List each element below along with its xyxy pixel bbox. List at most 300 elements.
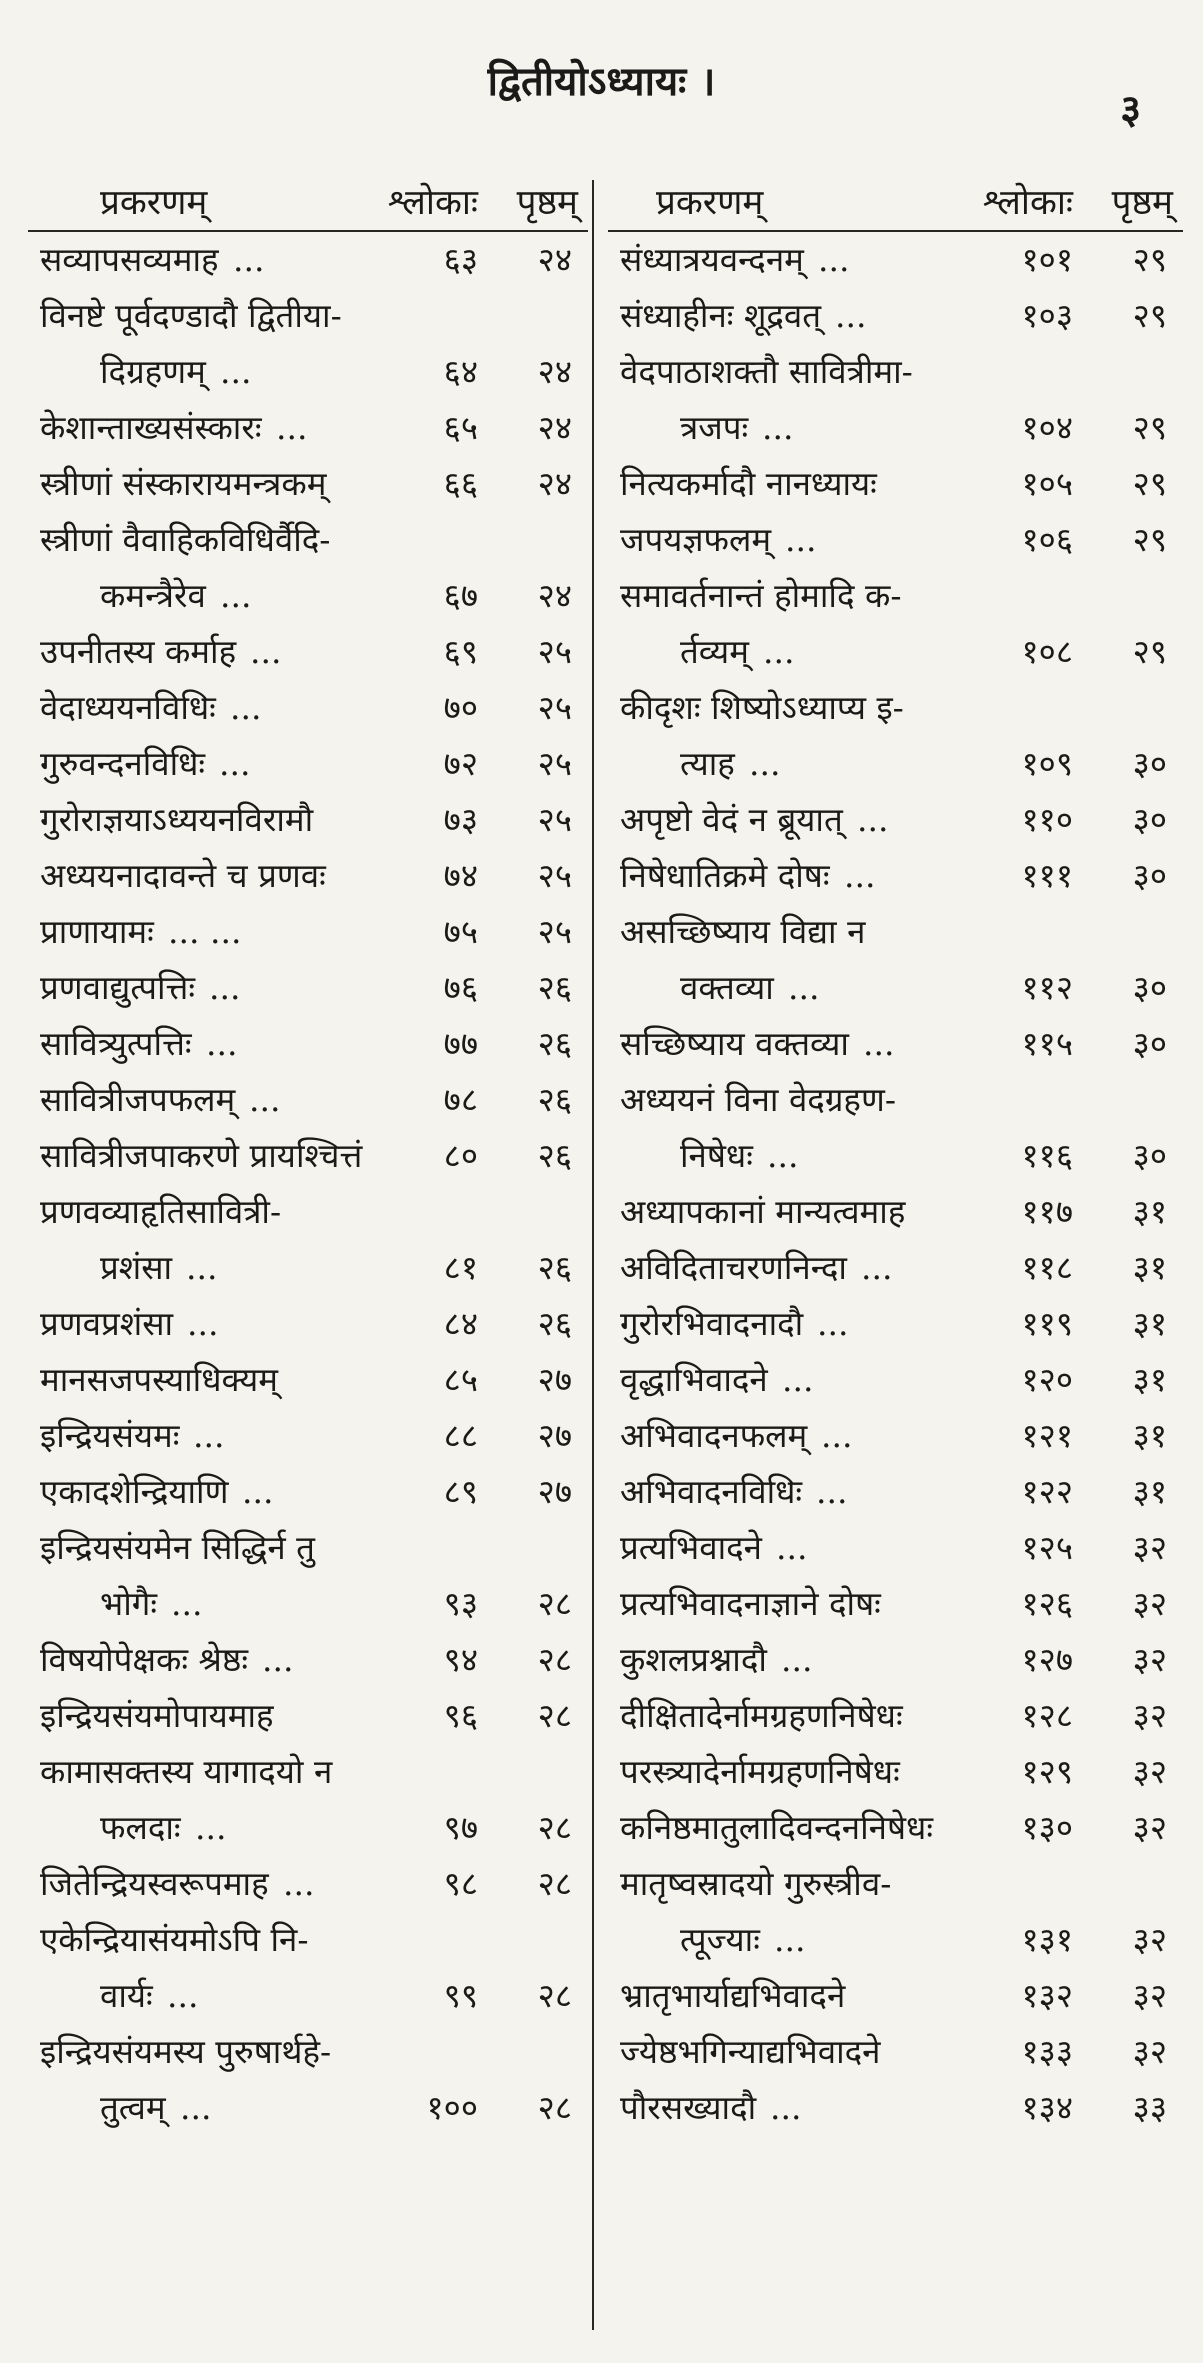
entry-shloka-number: ७५ bbox=[443, 912, 478, 951]
index-entry bbox=[28, 232, 588, 288]
column-header bbox=[28, 168, 588, 232]
entry-title: अध्ययनं विना वेदग्रहण- bbox=[620, 1080, 896, 1119]
entry-page-number: २६ bbox=[537, 1024, 572, 1063]
index-entry bbox=[608, 1856, 1183, 1912]
entry-leader-dots: ... bbox=[167, 1976, 199, 2015]
entry-page-number: २९ bbox=[1132, 408, 1167, 447]
entry-title: नित्यकर्मादौ नानध्यायः bbox=[620, 464, 877, 503]
entry-title: निषेधः bbox=[680, 1136, 753, 1175]
entry-leader-dots: ... bbox=[781, 1640, 813, 1679]
index-entry bbox=[28, 736, 588, 792]
entry-shloka-number: ७३ bbox=[443, 800, 478, 839]
entry-leader-dots: ... bbox=[220, 576, 252, 615]
entry-shloka-number: १०३ bbox=[1021, 296, 1073, 335]
index-entry bbox=[28, 1632, 588, 1688]
entry-title: एकादशेन्द्रियाणि bbox=[40, 1472, 229, 1511]
entry-page-number: २४ bbox=[537, 464, 572, 503]
entry-leader-dots: ... bbox=[817, 1304, 849, 1343]
index-entry bbox=[28, 1016, 588, 1072]
index-entry bbox=[28, 1576, 588, 1632]
entry-leader-dots: ... bbox=[782, 1360, 814, 1399]
entry-title: गुरुवन्दनविधिः bbox=[40, 744, 206, 783]
entry-shloka-number: ९३ bbox=[443, 1584, 478, 1623]
entry-shloka-number: १२५ bbox=[1021, 1528, 1073, 1567]
index-entry bbox=[28, 2080, 588, 2136]
entry-leader-dots: ... bbox=[788, 968, 820, 1007]
entry-shloka-number: १०६ bbox=[1021, 520, 1073, 559]
entry-shloka-number: ६३ bbox=[443, 240, 478, 279]
entry-page-number: ३२ bbox=[1132, 2032, 1167, 2071]
entry-title: समावर्तनान्तं होमादि क- bbox=[620, 576, 902, 615]
entry-page-number: २६ bbox=[537, 1304, 572, 1343]
entry-leader-dots: ... bbox=[262, 1640, 294, 1679]
index-entry bbox=[608, 1688, 1183, 1744]
entry-page-number: २४ bbox=[537, 352, 572, 391]
entry-leader-dots: ... bbox=[242, 1472, 274, 1511]
entry-page-number: ३१ bbox=[1132, 1360, 1167, 1399]
index-entry bbox=[608, 456, 1183, 512]
entry-title: फलदाः bbox=[100, 1808, 181, 1847]
entry-shloka-number: १३४ bbox=[1021, 2088, 1073, 2127]
entry-title: जितेन्द्रियस्वरूपमाह bbox=[40, 1864, 269, 1903]
entry-page-number: ३२ bbox=[1132, 1640, 1167, 1679]
entry-title: इन्द्रियसंयमः bbox=[40, 1416, 180, 1455]
entry-shloka-number: ९८ bbox=[443, 1864, 478, 1903]
index-entry bbox=[608, 1296, 1183, 1352]
entry-page-number: ३१ bbox=[1132, 1248, 1167, 1287]
header-prakaran: प्रकरणम् bbox=[100, 183, 208, 223]
entry-title: वक्तव्या bbox=[680, 968, 774, 1007]
index-entry bbox=[608, 1240, 1183, 1296]
entry-shloka-number: १०५ bbox=[1021, 464, 1073, 503]
entry-page-number: २९ bbox=[1132, 240, 1167, 279]
entry-shloka-number: १३३ bbox=[1021, 2032, 1073, 2071]
entry-page-number: ३० bbox=[1132, 968, 1167, 1007]
entry-title: कामासक्तस्य यागादयो न bbox=[40, 1752, 333, 1791]
index-entry bbox=[608, 288, 1183, 344]
entry-page-number: ३० bbox=[1132, 800, 1167, 839]
entry-title: प्रणवाद्युत्पत्तिः bbox=[40, 968, 196, 1007]
entry-title: ज्येष्ठभगिन्याद्यभिवादने bbox=[620, 2032, 881, 2071]
index-entry bbox=[608, 1968, 1183, 2024]
index-entry bbox=[28, 1408, 588, 1464]
entry-shloka-number: ९६ bbox=[443, 1696, 478, 1735]
entry-leader-dots: ... bbox=[219, 744, 251, 783]
entry-leader-dots: ... bbox=[821, 1416, 853, 1455]
entry-shloka-number: १०८ bbox=[1021, 632, 1073, 671]
entry-page-number: ३२ bbox=[1132, 1528, 1167, 1567]
index-entry bbox=[608, 848, 1183, 904]
entry-leader-dots: ... bbox=[233, 240, 265, 279]
entry-leader-dots: ... bbox=[763, 632, 795, 671]
index-entry bbox=[28, 680, 588, 736]
entry-leader-dots: ... bbox=[767, 1136, 799, 1175]
index-entry bbox=[608, 344, 1183, 400]
column-header bbox=[608, 168, 1183, 232]
entry-page-number: २८ bbox=[537, 1584, 572, 1623]
entry-title: असच्छिष्याय विद्या न bbox=[620, 912, 866, 951]
entry-page-number: ३२ bbox=[1132, 1808, 1167, 1847]
index-entry bbox=[28, 1184, 588, 1240]
entry-page-number: २९ bbox=[1132, 632, 1167, 671]
entry-title: प्राणायामः bbox=[40, 912, 154, 951]
entry-title: प्रत्यभिवादने bbox=[620, 1528, 762, 1567]
header-prakaran: प्रकरणम् bbox=[656, 183, 764, 223]
index-entry bbox=[608, 568, 1183, 624]
entry-shloka-number: १२० bbox=[1021, 1360, 1073, 1399]
entry-page-number: ३१ bbox=[1132, 1304, 1167, 1343]
entry-title: विषयोपेक्षकः श्रेष्ठः bbox=[40, 1640, 249, 1679]
page-title: द्वितीयोऽध्यायः । bbox=[487, 58, 716, 105]
index-column-right bbox=[608, 168, 1183, 2136]
entry-title: भोगैः bbox=[100, 1584, 157, 1623]
index-entry bbox=[608, 1744, 1183, 1800]
entry-shloka-number: १२८ bbox=[1021, 1696, 1073, 1735]
entry-leader-dots: ... bbox=[220, 352, 252, 391]
index-entry bbox=[608, 1128, 1183, 1184]
entry-page-number: २७ bbox=[537, 1472, 572, 1511]
entry-shloka-number: ७४ bbox=[443, 856, 478, 895]
entry-shloka-number: १०१ bbox=[1021, 240, 1073, 279]
entry-title: परस्त्र्यादेर्नामग्रहणनिषेधः bbox=[620, 1752, 900, 1791]
entry-page-number: ३१ bbox=[1132, 1472, 1167, 1511]
entry-title: उपनीतस्य कर्माह bbox=[40, 632, 237, 671]
entry-shloka-number: ९७ bbox=[443, 1808, 478, 1847]
entry-shloka-number: ६५ bbox=[443, 408, 478, 447]
entry-shloka-number: ९९ bbox=[443, 1976, 478, 2015]
entry-page-number: २९ bbox=[1132, 520, 1167, 559]
entry-leader-dots: ... bbox=[250, 632, 282, 671]
entry-title: र्तव्यम् bbox=[680, 632, 749, 671]
entry-title: वार्यः bbox=[100, 1976, 153, 2015]
entry-title: सव्यापसव्यमाह bbox=[40, 240, 219, 279]
entry-title: अध्ययनादावन्ते च प्रणवः bbox=[40, 856, 326, 895]
entry-page-number: ३२ bbox=[1132, 1752, 1167, 1791]
index-entry bbox=[608, 1352, 1183, 1408]
entry-leader-dots: ... bbox=[785, 520, 817, 559]
index-entry bbox=[608, 400, 1183, 456]
entry-title: कीदृशः शिष्योऽध्याप्य इ- bbox=[620, 688, 904, 727]
entry-shloka-number: ८४ bbox=[443, 1304, 478, 1343]
entry-shloka-number: १२९ bbox=[1021, 1752, 1073, 1791]
index-entry bbox=[28, 1352, 588, 1408]
entry-title: जपयज्ञफलम् bbox=[620, 520, 772, 559]
entry-shloka-number: १२६ bbox=[1021, 1584, 1073, 1623]
entry-title: सावित्रीजपफलम् bbox=[40, 1080, 236, 1119]
entry-shloka-number: १२७ bbox=[1021, 1640, 1073, 1679]
entry-leader-dots: ... bbox=[857, 800, 889, 839]
entry-page-number: २६ bbox=[537, 968, 572, 1007]
entry-title: मानसजपस्याधिक्यम् bbox=[40, 1360, 279, 1399]
entry-shloka-number: ६६ bbox=[443, 464, 478, 503]
entry-title: त्पूज्याः bbox=[680, 1920, 760, 1959]
entry-page-number: २५ bbox=[537, 856, 572, 895]
entry-title: वेदपाठाशक्तौ सावित्रीमा- bbox=[620, 352, 913, 391]
entry-title: केशान्ताख्यसंस्कारः bbox=[40, 408, 262, 447]
header-shloka: श्लोकाः bbox=[982, 183, 1073, 223]
entry-title: अभिवादनफलम् bbox=[620, 1416, 808, 1455]
entry-shloka-number: ११५ bbox=[1021, 1024, 1073, 1063]
entry-shloka-number: १२२ bbox=[1021, 1472, 1073, 1511]
entry-leader-dots: ... bbox=[276, 408, 308, 447]
index-entry bbox=[28, 792, 588, 848]
entry-shloka-number: ११८ bbox=[1021, 1248, 1073, 1287]
index-entry bbox=[28, 904, 588, 960]
entry-title: सच्छिष्याय वक्तव्या bbox=[620, 1024, 849, 1063]
entry-leader-dots: ... bbox=[206, 1024, 238, 1063]
entry-title: भ्रातृभार्याद्यभिवादने bbox=[620, 1976, 846, 2015]
entry-title: इन्द्रियसंयमोपायमाह bbox=[40, 1696, 274, 1735]
entry-title: संध्याहीनः शूद्रवत् bbox=[620, 296, 822, 335]
index-entry bbox=[28, 1856, 588, 1912]
index-entry bbox=[608, 736, 1183, 792]
entry-title: विनष्टे पूर्वदण्डादौ द्वितीया- bbox=[40, 296, 342, 335]
entry-page-number: २५ bbox=[537, 632, 572, 671]
entry-shloka-number: ११७ bbox=[1021, 1192, 1073, 1231]
entry-page-number: ३१ bbox=[1132, 1416, 1167, 1455]
entry-title: इन्द्रियसंयमेन सिद्धिर्न तु bbox=[40, 1528, 315, 1567]
entry-title: गुरोराज्ञयाऽध्ययनविरामौ bbox=[40, 800, 314, 839]
entry-page-number: २८ bbox=[537, 2088, 572, 2127]
entry-leader-dots: ... bbox=[818, 240, 850, 279]
entry-leader-dots: ... bbox=[861, 1248, 893, 1287]
entry-page-number: २९ bbox=[1132, 296, 1167, 335]
entry-page-number: ३२ bbox=[1132, 1976, 1167, 2015]
index-entry bbox=[608, 232, 1183, 288]
entry-page-number: ३० bbox=[1132, 1136, 1167, 1175]
entry-title: अपृष्टो वेदं न ब्रूयात् bbox=[620, 800, 843, 839]
index-entry bbox=[28, 2024, 588, 2080]
header-prishtha: पृष्ठम् bbox=[516, 183, 578, 223]
index-entry bbox=[28, 1688, 588, 1744]
entry-shloka-number: ८५ bbox=[443, 1360, 478, 1399]
index-entry bbox=[608, 1408, 1183, 1464]
entry-page-number: २५ bbox=[537, 744, 572, 783]
entry-page-number: २६ bbox=[537, 1080, 572, 1119]
index-entry bbox=[608, 512, 1183, 568]
entry-title: दीक्षितादेर्नामग्रहणनिषेधः bbox=[620, 1696, 903, 1735]
index-entry bbox=[608, 1184, 1183, 1240]
entry-list-right bbox=[608, 232, 1183, 2136]
entry-page-number: २८ bbox=[537, 1976, 572, 2015]
entry-title: त्रजपः bbox=[680, 408, 749, 447]
entry-shloka-number: १३१ bbox=[1021, 1920, 1073, 1959]
entry-page-number: २६ bbox=[537, 1136, 572, 1175]
entry-page-number: २८ bbox=[537, 1640, 572, 1679]
index-entry bbox=[608, 1576, 1183, 1632]
entry-page-number: २८ bbox=[537, 1864, 572, 1903]
entry-page-number: २५ bbox=[537, 912, 572, 951]
entry-title: एकेन्द्रियासंयमोऽपि नि- bbox=[40, 1920, 309, 1959]
entry-page-number: ३० bbox=[1132, 744, 1167, 783]
entry-page-number: ३२ bbox=[1132, 1696, 1167, 1735]
entry-title: मातृष्वस्रादयो गुरुस्त्रीव- bbox=[620, 1864, 892, 1903]
entry-leader-dots: ... ... bbox=[168, 912, 242, 951]
entry-leader-dots: ... bbox=[762, 408, 794, 447]
header-shloka: श्लोकाः bbox=[387, 183, 478, 223]
column-divider bbox=[592, 180, 594, 2330]
entry-page-number: २५ bbox=[537, 800, 572, 839]
entry-leader-dots: ... bbox=[187, 1304, 219, 1343]
entry-shloka-number: १०० bbox=[426, 2088, 478, 2127]
index-column-left bbox=[28, 168, 588, 2136]
index-entry bbox=[608, 624, 1183, 680]
index-entry bbox=[608, 1072, 1183, 1128]
entry-shloka-number: ७८ bbox=[443, 1080, 478, 1119]
entry-shloka-number: ८८ bbox=[443, 1416, 478, 1455]
index-entry bbox=[28, 1520, 588, 1576]
index-entry bbox=[28, 960, 588, 1016]
index-entry bbox=[28, 568, 588, 624]
index-entry bbox=[28, 1800, 588, 1856]
index-entry bbox=[28, 1240, 588, 1296]
index-entry bbox=[28, 456, 588, 512]
index-entry bbox=[608, 680, 1183, 736]
entry-page-number: २५ bbox=[537, 688, 572, 727]
entry-page-number: ३२ bbox=[1132, 1920, 1167, 1959]
entry-shloka-number: ७७ bbox=[443, 1024, 478, 1063]
index-entry bbox=[608, 1912, 1183, 1968]
entry-page-number: ३१ bbox=[1132, 1192, 1167, 1231]
entry-title: अध्यापकानां मान्यत्वमाह bbox=[620, 1192, 906, 1231]
entry-page-number: २७ bbox=[537, 1360, 572, 1399]
entry-shloka-number: ८९ bbox=[443, 1472, 478, 1511]
index-entry bbox=[608, 1800, 1183, 1856]
entry-leader-dots: ... bbox=[283, 1864, 315, 1903]
entry-page-number: २४ bbox=[537, 408, 572, 447]
entry-page-number: २६ bbox=[537, 1248, 572, 1287]
index-entry bbox=[28, 624, 588, 680]
entry-page-number: ३० bbox=[1132, 1024, 1167, 1063]
entry-page-number: ३० bbox=[1132, 856, 1167, 895]
entry-leader-dots: ... bbox=[816, 1472, 848, 1511]
entry-title: प्रत्यभिवादनाज्ञाने दोषः bbox=[620, 1584, 881, 1623]
entry-leader-dots: ... bbox=[230, 688, 262, 727]
entry-title: स्त्रीणां संस्कारायमन्त्रकम् bbox=[40, 464, 327, 503]
index-entry bbox=[608, 960, 1183, 1016]
index-entry bbox=[28, 848, 588, 904]
entry-title: पौरसख्यादौ bbox=[620, 2088, 757, 2127]
entry-shloka-number: ११९ bbox=[1021, 1304, 1073, 1343]
index-entry bbox=[28, 400, 588, 456]
entry-shloka-number: ८१ bbox=[443, 1248, 478, 1287]
entry-title: वृद्धाभिवादने bbox=[620, 1360, 768, 1399]
entry-shloka-number: ९४ bbox=[443, 1640, 478, 1679]
entry-shloka-number: ११० bbox=[1021, 800, 1073, 839]
entry-leader-dots: ... bbox=[776, 1528, 808, 1567]
entry-page-number: ३२ bbox=[1132, 1584, 1167, 1623]
index-entry bbox=[608, 792, 1183, 848]
index-entry bbox=[608, 904, 1183, 960]
entry-leader-dots: ... bbox=[749, 744, 781, 783]
entry-leader-dots: ... bbox=[193, 1416, 225, 1455]
index-entry bbox=[28, 1296, 588, 1352]
entry-shloka-number: १०४ bbox=[1021, 408, 1073, 447]
entry-shloka-number: १२१ bbox=[1021, 1416, 1073, 1455]
index-entry bbox=[28, 512, 588, 568]
entry-title: कुशलप्रश्नादौ bbox=[620, 1640, 767, 1679]
entry-title: संध्यात्रयवन्दनम् bbox=[620, 240, 804, 279]
entry-title: तुत्वम् bbox=[100, 2088, 166, 2127]
entry-shloka-number: ७६ bbox=[443, 968, 478, 1007]
header-prishtha: पृष्ठम् bbox=[1111, 183, 1173, 223]
entry-title: प्रणवप्रशंसा bbox=[40, 1304, 174, 1343]
index-entry bbox=[608, 1632, 1183, 1688]
entry-title: त्याह bbox=[680, 744, 735, 783]
entry-title: अभिवादनविधिः bbox=[620, 1472, 803, 1511]
index-entry bbox=[608, 1464, 1183, 1520]
entry-leader-dots: ... bbox=[835, 296, 867, 335]
entry-title: वेदाध्ययनविधिः bbox=[40, 688, 216, 727]
entry-page-number: २९ bbox=[1132, 464, 1167, 503]
index-entry bbox=[28, 1464, 588, 1520]
entry-leader-dots: ... bbox=[844, 856, 876, 895]
entry-title: अविदिताचरणनिन्दा bbox=[620, 1248, 847, 1287]
entry-shloka-number: १३२ bbox=[1021, 1976, 1073, 2015]
index-entry bbox=[608, 2024, 1183, 2080]
entry-shloka-number: ७० bbox=[443, 688, 478, 727]
entry-shloka-number: ८० bbox=[443, 1136, 478, 1175]
entry-shloka-number: ६४ bbox=[443, 352, 478, 391]
page-number: ३ bbox=[1120, 86, 1141, 133]
index-entry bbox=[608, 1520, 1183, 1576]
entry-shloka-number: १३० bbox=[1021, 1808, 1073, 1847]
entry-leader-dots: ... bbox=[770, 2088, 802, 2127]
entry-shloka-number: ७२ bbox=[443, 744, 478, 783]
index-entry bbox=[608, 1016, 1183, 1072]
index-entry bbox=[28, 1912, 588, 1968]
entry-page-number: २८ bbox=[537, 1696, 572, 1735]
entry-shloka-number: ६९ bbox=[443, 632, 478, 671]
entry-list-left bbox=[28, 232, 588, 2136]
entry-leader-dots: ... bbox=[186, 1248, 218, 1287]
entry-title: कनिष्ठमातुलादिवन्दननिषेधः bbox=[620, 1808, 934, 1847]
entry-page-number: ३३ bbox=[1132, 2088, 1167, 2127]
entry-title: स्त्रीणां वैवाहिकविधिर्वैदि- bbox=[40, 520, 331, 559]
entry-shloka-number: ६७ bbox=[443, 576, 478, 615]
index-entry bbox=[28, 344, 588, 400]
entry-shloka-number: १११ bbox=[1021, 856, 1073, 895]
entry-title: प्रणवव्याहृतिसावित्री- bbox=[40, 1192, 282, 1231]
entry-page-number: २४ bbox=[537, 240, 572, 279]
entry-leader-dots: ... bbox=[195, 1808, 227, 1847]
index-entry bbox=[28, 288, 588, 344]
entry-leader-dots: ... bbox=[171, 1584, 203, 1623]
index-entry bbox=[608, 2080, 1183, 2136]
index-entry bbox=[28, 1968, 588, 2024]
entry-page-number: २८ bbox=[537, 1808, 572, 1847]
entry-title: इन्द्रियसंयमस्य पुरुषार्थहे- bbox=[40, 2032, 332, 2071]
entry-leader-dots: ... bbox=[180, 2088, 212, 2127]
entry-shloka-number: ११६ bbox=[1021, 1136, 1073, 1175]
index-entry bbox=[28, 1072, 588, 1128]
entry-title: सावित्र्युत्पत्तिः bbox=[40, 1024, 192, 1063]
entry-title: दिग्रहणम् bbox=[100, 352, 206, 391]
entry-leader-dots: ... bbox=[863, 1024, 895, 1063]
index-entry bbox=[28, 1128, 588, 1184]
entry-title: निषेधातिक्रमे दोषः bbox=[620, 856, 830, 895]
entry-title: प्रशंसा bbox=[100, 1248, 173, 1287]
entry-leader-dots: ... bbox=[209, 968, 241, 1007]
entry-shloka-number: १०९ bbox=[1021, 744, 1073, 783]
entry-leader-dots: ... bbox=[774, 1920, 806, 1959]
entry-leader-dots: ... bbox=[249, 1080, 281, 1119]
entry-page-number: २७ bbox=[537, 1416, 572, 1455]
entry-page-number: २४ bbox=[537, 576, 572, 615]
entry-shloka-number: ११२ bbox=[1021, 968, 1073, 1007]
index-entry bbox=[28, 1744, 588, 1800]
entry-title: गुरोरभिवादनादौ bbox=[620, 1304, 804, 1343]
